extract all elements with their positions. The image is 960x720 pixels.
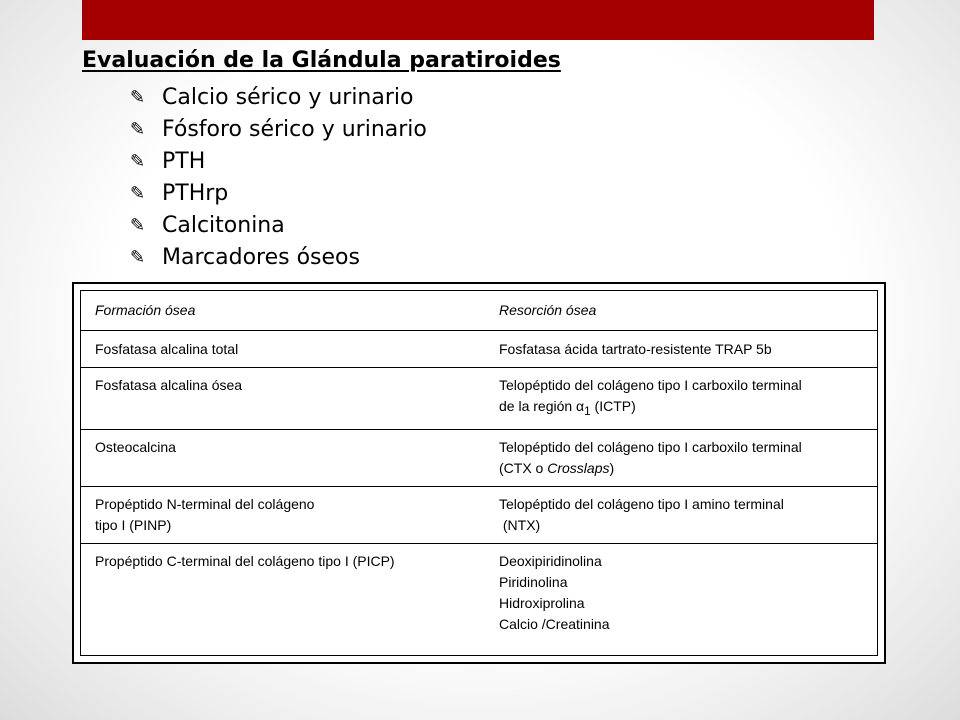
formation-cell [81,331,489,368]
cell-text-line [499,458,867,479]
bullet-text: Marcadores óseos [162,245,360,270]
cell-text: Telopéptido del colágeno tipo I carboxilo terminal [499,438,802,455]
bullet-item [130,82,427,114]
cell-text: Propéptido N-terminal del colágeno [95,495,315,512]
bullet-item [130,114,427,146]
cell-text: (NTX) [499,516,541,533]
writing-hand-icon: ✎ [130,247,146,268]
resorption-cell [489,429,877,486]
table-row [81,486,877,543]
cell-text: Fosfatasa alcalina total [95,341,239,357]
table-header-row [81,291,877,331]
table-row [81,331,877,368]
cell-text: Hidroxiprolina [499,594,585,611]
bullet-item [130,242,427,274]
bullet-item [130,146,427,178]
cell-text: Propéptido C-terminal del colágeno tipo I (PICP) [95,552,395,569]
bullet-item [130,210,427,242]
cell-text: Telopéptido del colágeno tipo I carboxilo terminal [499,377,802,393]
cell-text: Deoxipiridinolina [499,552,602,569]
cell-text: (ICTP) [590,398,636,414]
bullet-item [130,178,427,210]
table-row [81,429,877,486]
italic-text: Crosslaps [547,459,610,476]
writing-hand-icon: ✎ [130,87,146,108]
formation-cell [81,486,489,543]
resorption-cell [489,331,877,368]
slide-title: Evaluación de la Glándula paratiroides [82,48,561,73]
cell-text: ) [609,459,615,476]
bullet-text: PTHrp [162,181,229,206]
resorption-cell [489,486,877,543]
cell-text-line [499,396,867,422]
formation-cell [81,429,489,486]
top-accent-bar [82,0,874,40]
bullet-list [130,82,427,274]
cell-text: Fosfatasa alcalina ósea [95,377,243,393]
resorption-cell [489,543,877,644]
writing-hand-icon: ✎ [130,183,146,204]
writing-hand-icon: ✎ [130,215,146,236]
cell-text: Osteocalcina [95,438,176,455]
bullet-text: Fósforo sérico y urinario [162,117,427,142]
cell-text: (CTX o [499,459,548,476]
bullet-text: PTH [162,149,206,174]
bone-markers-table-frame [72,282,886,664]
bullet-text: Calcio sérico y urinario [162,85,414,110]
writing-hand-icon: ✎ [130,119,146,140]
writing-hand-icon: ✎ [130,151,146,172]
cell-text: Piridinolina [499,573,568,590]
formation-cell [81,368,489,430]
header-resorcion: Resorción ósea [489,291,877,331]
cell-text: Telopéptido del colágeno tipo I amino terminal [499,495,784,512]
cell-text: Calcio /Creatinina [499,615,610,632]
table-row [81,543,877,644]
subscript-text: 1 [584,404,591,418]
cell-text: de la región α [499,398,585,414]
bone-markers-table [81,291,877,644]
bullet-text: Calcitonina [162,213,285,238]
cell-text: tipo I (PINP) [95,516,172,533]
cell-text: Fosfatasa ácida tartrato-resistente TRAP 5b [499,341,772,357]
formation-cell [81,543,489,644]
header-formacion: Formación ósea [81,291,489,331]
bone-markers-table-border [80,290,878,656]
table-row [81,368,877,430]
resorption-cell [489,368,877,430]
